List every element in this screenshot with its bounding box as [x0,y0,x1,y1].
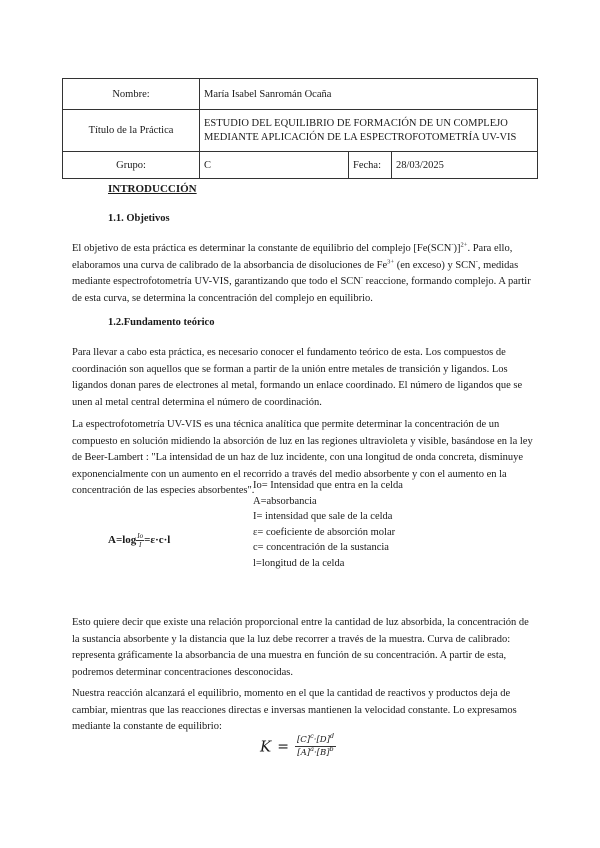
equilibrium-constant-formula [260,734,336,759]
nombre-label: Nombre: [63,79,200,110]
formula-fraction [136,532,144,549]
intro-heading: INTRODUCCIÓN [108,183,197,195]
formula-suffix: =ε·c·l [144,534,171,547]
definition-item: c= concentración de la sustancia [253,542,389,553]
formula-denominator: I [139,541,142,549]
fundamento-paragraph-1: Para llevar a cabo esta práctica, es necesario conocer el fundamento teórico de esta. Los compuestos de coordinación son aquellos que se forman a partir de la unión entre metales de transición y ligandos. Los ligandos donan pares de electrones al metal, formando un enlace coordinado. El número de ligandos que se unen al metal central determina el número de coordinación. [72,347,523,408]
fecha-label: Fecha: [349,152,392,179]
definition-item: A=absorbancia [253,495,317,507]
keq-equals: = [277,738,289,755]
definition-item: Io= Intensidad que entra en la celda [253,480,403,491]
formula-definitions [253,478,403,571]
definition-item: l=longitud de la celda [253,557,345,569]
keq-symbol: K [260,737,272,756]
formula-prefix: A=log [108,534,137,547]
formula-numerator: Io [137,532,144,540]
objetivos-heading: 1.1. Objetivos [108,213,170,224]
titulo-line-2: MEDIANTE APLICACIÓN DE LA ESPECTROFOTOMETRÍA UV-VIS [204,131,517,143]
nombre-value: María Isabel Sanromán Ocaña [200,79,538,110]
grupo-label: Grupo: [63,152,200,179]
keq-denominator: $[A]^a\cdot[B]^b$ [297,745,334,758]
keq-numerator: $[C]^c\cdot[D]^d$ [296,732,335,745]
fundamento-paragraph-4: Nuestra reacción alcanzará el equilibrio, momento en el que la cantidad de reactivos y productos deja de cambiar, mientras que las reacciones directas e inversas mantienen la velocidad constante. Lo expresamos mediante la constante de equilibrio: [72,688,517,732]
header-table [62,78,538,179]
definition-item: ε= coeficiente de absorción molar [253,526,396,538]
titulo-label: Título de la Práctica [63,110,200,152]
fundamento-heading: 1.2.Fundamento teórico [108,317,215,328]
titulo-line-1: ESTUDIO DEL EQUILIBRIO DE FORMACIÓN DE UN COMPLEJO [204,117,508,129]
objetivos-paragraph: El objetivo de esta práctica es determinar la constante de equilibrio del complejo $[Fe(SCN^-)]^{2+}$. Para ello, elaboramos una curva de calibrado de la absorbancia de disoluciones de $Fe^{3+}$ (en exceso) y SCN-, medidas mediante espectrofotometría UV-VIS, garantizando que todo el SCN- reaccione, formando complejo. A partir de esta curva, se determina la concentración del complejo en equilibrio. [72,241,531,304]
keq-fraction [295,734,336,759]
beer-lambert-formula [108,532,170,549]
fundamento-paragraph-3: Esto quiere decir que existe una relación proporcional entre la cantidad de luz absorbida, la concentración de la sustancia absorbente y la distancia que la luz debe recorrer a través de la muestra. Curva de calibrado: representa gráficamente la absorbancia de una muestra en función de su concentración. A partir de esta, podremos determinar concentraciones desconocidas. [72,617,529,678]
fundamento-paragraph-2: La espectrofotometría UV-VIS es una técnica analítica que permite determinar la concentración de un compuesto en solución midiendo la absorción de luz en las regiones ultravioleta y visible, basándose en la ley de Beer-Lambert : "La intensidad de un haz de luz incidente, con una longitud de onda concreta, disminuye exponencialmente con un aumento en el recorrido a través del medio absorbente y con el aumento en la concentración de las especies absorbentes". [72,419,533,496]
fecha-value: 28/03/2025 [392,152,538,179]
titulo-value [200,110,538,152]
grupo-value: C [200,152,349,179]
definition-item: I= intensidad que sale de la celda [253,511,393,522]
